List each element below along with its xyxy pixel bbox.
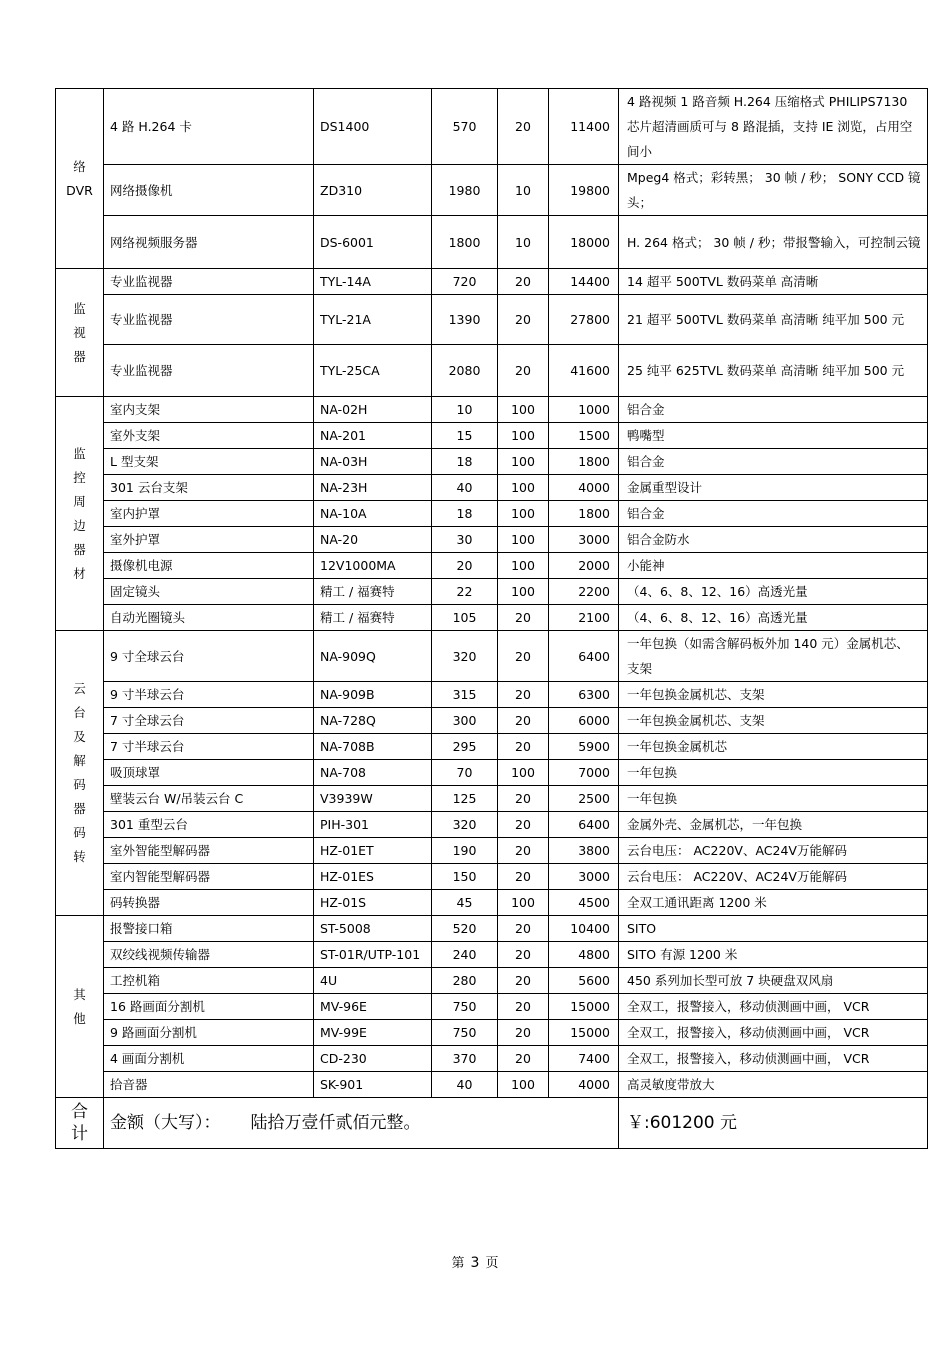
item-model: 12V1000MA: [314, 553, 432, 579]
item-note: 一年包换金属机芯、支架: [619, 682, 928, 708]
item-note: 全双工，报警接入，移动侦测画中画， VCR: [619, 1046, 928, 1072]
item-name: 7 寸半球云台: [104, 734, 314, 760]
table-row: [56, 527, 928, 553]
item-model: SK-901: [314, 1072, 432, 1098]
category-cell: 监 视 器: [56, 269, 104, 397]
item-name: 9 寸半球云台: [104, 682, 314, 708]
item-total: 2200: [549, 579, 619, 605]
item-qty: 100: [498, 475, 549, 501]
item-model: TYL-14A: [314, 269, 432, 295]
table-row: [56, 269, 928, 295]
item-total: 27800: [549, 295, 619, 345]
item-qty: 20: [498, 812, 549, 838]
item-qty: 100: [498, 553, 549, 579]
item-price: 150: [432, 864, 498, 890]
item-name: 室外支架: [104, 423, 314, 449]
item-price: 2080: [432, 345, 498, 397]
item-price: 320: [432, 631, 498, 682]
item-total: 2100: [549, 605, 619, 631]
category-cell: 监 控 周 边 器 材: [56, 397, 104, 631]
item-note: 铝合金: [619, 501, 928, 527]
item-qty: 10: [498, 216, 549, 269]
item-price: 240: [432, 942, 498, 968]
table-row: [56, 449, 928, 475]
table-row: [56, 165, 928, 216]
table-row: [56, 994, 928, 1020]
item-note: 450 系列加长型可放 7 块硬盘双风扇: [619, 968, 928, 994]
item-total: 1800: [549, 449, 619, 475]
table-row: [56, 89, 928, 165]
item-note: 4 路视频 1 路音频 H.264 压缩格式 PHILIPS7130 芯片超清画质可与 8 路混插，支持 IE 浏览，占用空间小: [619, 89, 928, 165]
item-name: 7 寸全球云台: [104, 708, 314, 734]
page-number: 3: [470, 1255, 480, 1271]
item-name: 双绞线视频传输器: [104, 942, 314, 968]
item-qty: 20: [498, 295, 549, 345]
item-note: （4、6、8、12、16）高透光量: [619, 579, 928, 605]
category-cell: 络 DVR: [56, 89, 104, 269]
item-qty: 100: [498, 760, 549, 786]
table-row: [56, 760, 928, 786]
item-price: 280: [432, 968, 498, 994]
item-total: 18000: [549, 216, 619, 269]
page-suffix: 页: [485, 1256, 499, 1271]
item-name: 301 云台支架: [104, 475, 314, 501]
item-total: 5600: [549, 968, 619, 994]
item-note: 21 超平 500TVL 数码菜单 高清晰 纯平加 500 元: [619, 295, 928, 345]
item-note: 铝合金: [619, 449, 928, 475]
item-model: 4U: [314, 968, 432, 994]
item-total: 4000: [549, 475, 619, 501]
item-note: 25 纯平 625TVL 数码菜单 高清晰 纯平加 500 元: [619, 345, 928, 397]
item-qty: 100: [498, 527, 549, 553]
item-name: 拾音器: [104, 1072, 314, 1098]
table-row: [56, 864, 928, 890]
item-price: 45: [432, 890, 498, 916]
item-price: 750: [432, 1020, 498, 1046]
item-name: 报警接口箱: [104, 916, 314, 942]
table-row: [56, 1020, 928, 1046]
table-row: [56, 397, 928, 423]
item-note: 金属外壳、金属机芯，一年包换: [619, 812, 928, 838]
item-note: 一年包换: [619, 786, 928, 812]
item-total: 19800: [549, 165, 619, 216]
item-note: 14 超平 500TVL 数码菜单 高清晰: [619, 269, 928, 295]
item-qty: 20: [498, 942, 549, 968]
item-qty: 100: [498, 397, 549, 423]
item-total: 7000: [549, 760, 619, 786]
item-total: 1800: [549, 501, 619, 527]
item-qty: 20: [498, 89, 549, 165]
table-row: [56, 734, 928, 760]
item-total: 10400: [549, 916, 619, 942]
item-total: 11400: [549, 89, 619, 165]
table-row: [56, 890, 928, 916]
item-price: 30: [432, 527, 498, 553]
item-price: 190: [432, 838, 498, 864]
item-total: 4000: [549, 1072, 619, 1098]
item-model: NA-909Q: [314, 631, 432, 682]
item-price: 1980: [432, 165, 498, 216]
item-model: TYL-25CA: [314, 345, 432, 397]
item-qty: 20: [498, 1020, 549, 1046]
page-prefix: 第: [451, 1256, 465, 1271]
item-price: 370: [432, 1046, 498, 1072]
item-total: 41600: [549, 345, 619, 397]
item-qty: 20: [498, 994, 549, 1020]
item-model: 精工 / 福赛特: [314, 579, 432, 605]
item-note: 一年包换金属机芯: [619, 734, 928, 760]
item-name: 9 寸全球云台: [104, 631, 314, 682]
item-note: 云台电压： AC220V、AC24V万能解码: [619, 864, 928, 890]
item-qty: 20: [498, 734, 549, 760]
amount-label: 金额（大写）：: [110, 1113, 221, 1133]
item-model: NA-708B: [314, 734, 432, 760]
item-name: 固定镜头: [104, 579, 314, 605]
item-total: 4500: [549, 890, 619, 916]
item-total: 6400: [549, 812, 619, 838]
item-total: 7400: [549, 1046, 619, 1072]
item-price: 10: [432, 397, 498, 423]
item-model: ST-01R/UTP-101: [314, 942, 432, 968]
item-model: NA-728Q: [314, 708, 432, 734]
item-note: 小能神: [619, 553, 928, 579]
item-model: V3939W: [314, 786, 432, 812]
item-price: 70: [432, 760, 498, 786]
item-model: NA-909B: [314, 682, 432, 708]
table-row: [56, 295, 928, 345]
table-row: [56, 682, 928, 708]
item-note: 一年包换: [619, 760, 928, 786]
summary-label: 合 计: [56, 1098, 104, 1149]
item-model: TYL-21A: [314, 295, 432, 345]
table-row: [56, 812, 928, 838]
item-total: 6000: [549, 708, 619, 734]
item-name: 301 重型云台: [104, 812, 314, 838]
amount-words: 陆拾万壹仟贰佰元整。: [250, 1113, 421, 1133]
item-note: SITO: [619, 916, 928, 942]
item-price: 300: [432, 708, 498, 734]
item-price: 40: [432, 475, 498, 501]
item-total: 1500: [549, 423, 619, 449]
item-note: 铝合金防水: [619, 527, 928, 553]
table-row: [56, 345, 928, 397]
item-model: 精工 / 福赛特: [314, 605, 432, 631]
item-name: 室外护罩: [104, 527, 314, 553]
item-qty: 20: [498, 838, 549, 864]
item-qty: 100: [498, 579, 549, 605]
item-name: 16 路画面分割机: [104, 994, 314, 1020]
item-note: 一年包换（如需含解码板外加 140 元）金属机芯、支架: [619, 631, 928, 682]
table-row: [56, 942, 928, 968]
item-model: MV-99E: [314, 1020, 432, 1046]
item-note: 全双工，报警接入，移动侦测画中画， VCR: [619, 994, 928, 1020]
item-price: 18: [432, 449, 498, 475]
item-price: 15: [432, 423, 498, 449]
table-row: [56, 423, 928, 449]
item-name: 专业监视器: [104, 345, 314, 397]
item-model: NA-201: [314, 423, 432, 449]
item-note: 云台电压： AC220V、AC24V万能解码: [619, 838, 928, 864]
item-note: 金属重型设计: [619, 475, 928, 501]
item-price: 22: [432, 579, 498, 605]
item-model: MV-96E: [314, 994, 432, 1020]
item-name: 室内护罩: [104, 501, 314, 527]
item-name: 室内智能型解码器: [104, 864, 314, 890]
item-total: 3000: [549, 864, 619, 890]
item-note: 高灵敏度带放大: [619, 1072, 928, 1098]
item-name: 自动光圈镜头: [104, 605, 314, 631]
item-name: 专业监视器: [104, 269, 314, 295]
item-total: 15000: [549, 994, 619, 1020]
item-model: PIH-301: [314, 812, 432, 838]
item-name: 专业监视器: [104, 295, 314, 345]
item-name: 码转换器: [104, 890, 314, 916]
item-note: 全双工通讯距离 1200 米: [619, 890, 928, 916]
item-model: NA-02H: [314, 397, 432, 423]
item-model: ST-5008: [314, 916, 432, 942]
table-row: [56, 968, 928, 994]
page-footer: [0, 1252, 950, 1271]
item-total: 1000: [549, 397, 619, 423]
table-row: [56, 216, 928, 269]
item-model: DS-6001: [314, 216, 432, 269]
item-model: HZ-01S: [314, 890, 432, 916]
item-price: 125: [432, 786, 498, 812]
item-price: 1390: [432, 295, 498, 345]
item-name: 网络视频服务器: [104, 216, 314, 269]
item-total: 4800: [549, 942, 619, 968]
item-note: SITO 有源 1200 米: [619, 942, 928, 968]
item-note: 一年包换金属机芯、支架: [619, 708, 928, 734]
item-price: 520: [432, 916, 498, 942]
item-price: 20: [432, 553, 498, 579]
item-qty: 100: [498, 423, 549, 449]
item-total: 3000: [549, 527, 619, 553]
item-model: DS1400: [314, 89, 432, 165]
item-name: 4 路 H.264 卡: [104, 89, 314, 165]
item-qty: 10: [498, 165, 549, 216]
table-row: [56, 501, 928, 527]
item-price: 720: [432, 269, 498, 295]
item-qty: 20: [498, 345, 549, 397]
table-row: [56, 708, 928, 734]
item-note: H. 264 格式； 30 帧 / 秒；带报警输入，可控制云镜: [619, 216, 928, 269]
item-qty: 20: [498, 968, 549, 994]
category-cell: 云 台 及 解 码 器 码 转: [56, 631, 104, 916]
item-name: 9 路画面分割机: [104, 1020, 314, 1046]
item-total: 2000: [549, 553, 619, 579]
item-qty: 100: [498, 449, 549, 475]
item-price: 750: [432, 994, 498, 1020]
table-row: [56, 475, 928, 501]
item-name: L 型支架: [104, 449, 314, 475]
item-qty: 20: [498, 708, 549, 734]
item-note: 鸭嘴型: [619, 423, 928, 449]
table-row: [56, 579, 928, 605]
item-name: 室内支架: [104, 397, 314, 423]
item-qty: 20: [498, 786, 549, 812]
item-total: 2500: [549, 786, 619, 812]
item-price: 18: [432, 501, 498, 527]
amount-in-words-cell: [104, 1098, 619, 1149]
item-model: NA-23H: [314, 475, 432, 501]
category-cell: 其 他: [56, 916, 104, 1098]
item-total: 15000: [549, 1020, 619, 1046]
item-total: 14400: [549, 269, 619, 295]
table-row: [56, 916, 928, 942]
item-note: Mpeg4 格式；彩转黑； 30 帧 / 秒； SONY CCD 镜头；: [619, 165, 928, 216]
item-model: NA-03H: [314, 449, 432, 475]
item-price: 315: [432, 682, 498, 708]
item-note: 铝合金: [619, 397, 928, 423]
item-model: ZD310: [314, 165, 432, 216]
item-qty: 20: [498, 605, 549, 631]
item-qty: 100: [498, 1072, 549, 1098]
item-qty: 100: [498, 890, 549, 916]
item-model: NA-20: [314, 527, 432, 553]
item-total: 6300: [549, 682, 619, 708]
item-name: 4 画面分割机: [104, 1046, 314, 1072]
table-row: [56, 1072, 928, 1098]
item-total: 3800: [549, 838, 619, 864]
item-model: HZ-01ET: [314, 838, 432, 864]
quotation-table: [55, 88, 928, 1149]
item-name: 工控机箱: [104, 968, 314, 994]
item-total: 5900: [549, 734, 619, 760]
item-model: NA-708: [314, 760, 432, 786]
item-qty: 20: [498, 916, 549, 942]
item-price: 570: [432, 89, 498, 165]
item-price: 1800: [432, 216, 498, 269]
item-qty: 20: [498, 1046, 549, 1072]
item-name: 壁装云台 W/吊装云台 C: [104, 786, 314, 812]
item-total: 6400: [549, 631, 619, 682]
table-row: [56, 786, 928, 812]
item-price: 105: [432, 605, 498, 631]
item-name: 吸顶球罩: [104, 760, 314, 786]
item-name: 网络摄像机: [104, 165, 314, 216]
table-row: [56, 1046, 928, 1072]
item-price: 40: [432, 1072, 498, 1098]
table-row: [56, 605, 928, 631]
quotation-body: [56, 89, 928, 1098]
table-row: [56, 631, 928, 682]
item-note: 全双工，报警接入，移动侦测画中画， VCR: [619, 1020, 928, 1046]
amount-figure: ￥:601200 元: [619, 1098, 928, 1149]
item-price: 295: [432, 734, 498, 760]
table-row: [56, 838, 928, 864]
item-qty: 20: [498, 631, 549, 682]
item-note: （4、6、8、12、16）高透光量: [619, 605, 928, 631]
item-qty: 100: [498, 501, 549, 527]
item-name: 摄像机电源: [104, 553, 314, 579]
item-price: 320: [432, 812, 498, 838]
table-row: [56, 553, 928, 579]
item-model: CD-230: [314, 1046, 432, 1072]
item-name: 室外智能型解码器: [104, 838, 314, 864]
item-model: HZ-01ES: [314, 864, 432, 890]
item-qty: 20: [498, 864, 549, 890]
item-qty: 20: [498, 682, 549, 708]
summary-row: [56, 1098, 928, 1149]
item-qty: 20: [498, 269, 549, 295]
item-model: NA-10A: [314, 501, 432, 527]
